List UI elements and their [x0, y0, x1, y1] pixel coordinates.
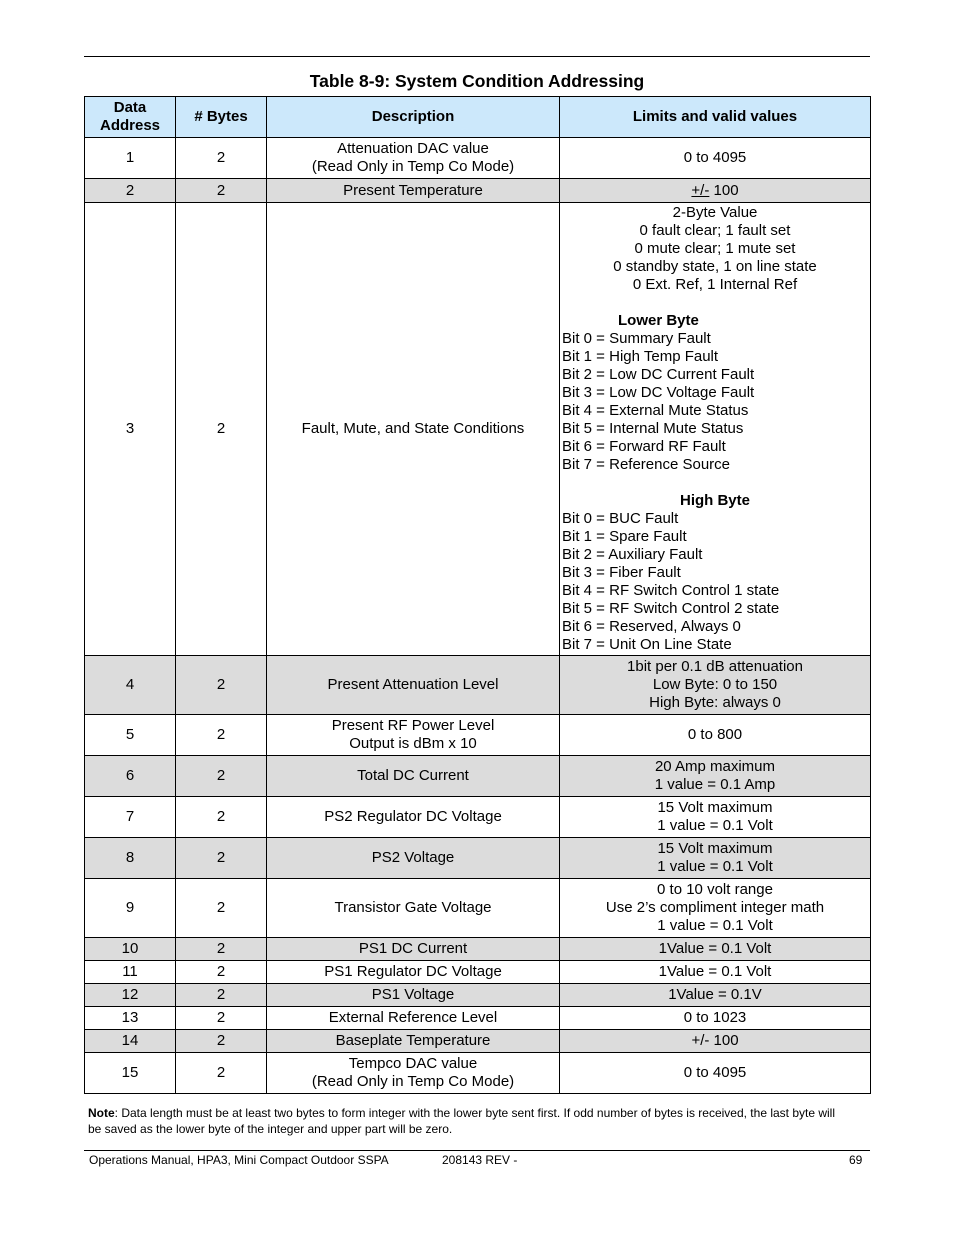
table-row [85, 797, 871, 838]
limits-line: High Byte: always 0 [649, 694, 781, 711]
description-line: PS2 Regulator DC Voltage [324, 808, 502, 825]
cell-data-address [85, 756, 176, 797]
top-rule [84, 56, 870, 57]
cell-bytes [176, 203, 267, 656]
limits-line: 0 standby state, 1 on line state [613, 258, 817, 275]
table-row [85, 1007, 871, 1030]
high-byte-bit: Bit 5 = RF Switch Control 2 state [562, 600, 780, 617]
table-row [85, 756, 871, 797]
bottom-rule [84, 1150, 870, 1151]
table-row [85, 1030, 871, 1053]
limits-line: 0 fault clear; 1 fault set [639, 222, 791, 239]
cell-limits [560, 1007, 871, 1030]
cell-limits [560, 838, 871, 879]
address-value: 3 [125, 420, 135, 437]
address-value: 11 [122, 963, 138, 980]
description-line: Present Temperature [343, 181, 483, 199]
header-row [85, 97, 871, 138]
cell-limits [560, 1053, 871, 1094]
limits-line: 1 value = 0.1 Volt [657, 858, 773, 875]
lower-byte-heading: Lower Byte [618, 312, 699, 329]
cell-limits [560, 203, 871, 656]
address-value: 5 [125, 726, 135, 743]
cell-limits [560, 1030, 871, 1053]
table-row [85, 203, 871, 656]
cell-data-address [85, 838, 176, 879]
table-row [85, 984, 871, 1007]
header-data-address: Data Address [85, 97, 176, 138]
table-row [85, 179, 871, 203]
limits-line: Use 2’s compliment integer math [605, 899, 825, 916]
lower-byte-bit: Bit 3 = Low DC Voltage Fault [562, 384, 755, 401]
cell-limits [560, 984, 871, 1007]
cell-bytes [176, 1007, 267, 1030]
limits-line: 15 Volt maximum [657, 799, 773, 816]
cell-bytes [176, 179, 267, 203]
bytes-value: 2 [216, 149, 226, 166]
lower-byte-bit: Bit 6 = Forward RF Fault [562, 438, 726, 455]
limits-line: 0 mute clear; 1 mute set [634, 240, 796, 257]
cell-description [267, 984, 560, 1007]
note-label: Note [88, 1106, 115, 1120]
table-row [85, 938, 871, 961]
note-text: : Data length must be at least two bytes to form integer with the lower byte sent first. If odd number of bytes is received, the last byte will be saved as the lower byte of the integer and upper part will be zero. [88, 1106, 836, 1136]
bytes-value: 2 [216, 940, 226, 957]
cell-description [267, 1053, 560, 1094]
cell-data-address [85, 938, 176, 961]
address-value: 14 [121, 1032, 139, 1049]
limits-line: 15 Volt maximum [657, 840, 773, 857]
cell-description [267, 179, 560, 203]
cell-bytes [176, 1030, 267, 1053]
cell-description [267, 1007, 560, 1030]
lower-byte-bit: Bit 7 = Reference Source [562, 456, 731, 473]
description-line: Output is dBm x 10 [349, 735, 477, 752]
cell-description [267, 138, 560, 179]
limits-line: 2-Byte Value [672, 204, 758, 221]
address-value: 15 [121, 1064, 139, 1081]
cell-bytes [176, 879, 267, 938]
bytes-value: 2 [216, 1064, 226, 1081]
bytes-value: 2 [216, 808, 226, 825]
note [88, 1105, 848, 1137]
footer-manual: Operations Manual, HPA3, Mini Compact Outdoor SSPA [89, 1153, 389, 1167]
limits-line: 1bit per 0.1 dB attenuation [627, 658, 803, 675]
high-byte-bit: Bit 1 = Spare Fault [562, 528, 687, 545]
cell-bytes [176, 1053, 267, 1094]
limits-line: 1Value = 0.1 Volt [658, 963, 772, 980]
limits-line: 1 value = 0.1 Volt [657, 817, 773, 834]
cell-limits [560, 715, 871, 756]
high-byte-bit: Bit 4 = RF Switch Control 1 state [562, 582, 780, 599]
address-value: 8 [125, 849, 135, 866]
cell-data-address [85, 179, 176, 203]
cell-bytes [176, 656, 267, 715]
lower-byte-bit: Bit 0 = Summary Fault [562, 330, 711, 347]
bytes-value: 2 [216, 767, 226, 784]
high-byte-bit: Bit 0 = BUC Fault [562, 510, 679, 527]
description-line: Present RF Power Level [331, 717, 495, 734]
limits-line: 0 Ext. Ref, 1 Internal Ref [632, 276, 798, 293]
cell-data-address [85, 656, 176, 715]
description-line: Transistor Gate Voltage [334, 899, 492, 916]
description-line: Attenuation DAC value [337, 140, 489, 157]
limits-line: 1 value = 0.1 Volt [657, 917, 773, 934]
cell-bytes [176, 138, 267, 179]
header-description: Description [267, 97, 560, 138]
cell-limits [560, 879, 871, 938]
limits-line: 0 to 1023 [683, 1009, 747, 1026]
cell-data-address [85, 879, 176, 938]
description-line: Baseplate Temperature [335, 1032, 491, 1049]
description-line: PS2 Voltage [371, 849, 455, 866]
table-row [85, 656, 871, 715]
bytes-value: 2 [216, 899, 226, 916]
limits-line: +/- 100 [691, 181, 739, 199]
limits-line: 1Value = 0.1V [668, 986, 762, 1003]
lower-byte-bit: Bit 1 = High Temp Fault [562, 348, 719, 365]
footer-page-number: 69 [849, 1153, 863, 1167]
table-title: Table 8-9: System Condition Addressing [309, 71, 645, 91]
description-line: (Read Only in Temp Co Mode) [311, 1073, 515, 1090]
cell-description [267, 797, 560, 838]
high-byte-bit: Bit 6 = Reserved, Always 0 [562, 618, 741, 635]
high-byte-bit: Bit 7 = Unit On Line State [562, 636, 732, 653]
description-line: External Reference Level [328, 1009, 498, 1026]
address-value: 13 [121, 1009, 139, 1026]
limits-line: 0 to 800 [687, 726, 743, 743]
bytes-value: 2 [216, 181, 226, 199]
cell-data-address [85, 797, 176, 838]
cell-limits [560, 797, 871, 838]
cell-data-address [85, 961, 176, 984]
limits-line: 0 to 4095 [683, 1064, 747, 1081]
bytes-value: 2 [216, 1009, 226, 1026]
table-row [85, 879, 871, 938]
cell-bytes [176, 938, 267, 961]
description-line: Present Attenuation Level [327, 676, 499, 693]
cell-limits [560, 938, 871, 961]
address-value: 12 [121, 986, 139, 1003]
table-row [85, 138, 871, 179]
cell-data-address [85, 203, 176, 656]
lower-byte-bit: Bit 4 = External Mute Status [562, 402, 749, 419]
system-condition-table [84, 96, 871, 1094]
description-line: PS1 Regulator DC Voltage [324, 963, 502, 980]
high-byte-bit: Bit 2 = Auxiliary Fault [562, 546, 703, 563]
cell-data-address [85, 984, 176, 1007]
address-value: 10 [121, 940, 139, 957]
header-bytes: # Bytes [176, 97, 267, 138]
limits-line: Low Byte: 0 to 150 [652, 676, 778, 693]
limits-line: 0 to 10 volt range [657, 881, 773, 898]
description-line: (Read Only in Temp Co Mode) [311, 158, 515, 175]
cell-limits [560, 138, 871, 179]
cell-limits [560, 961, 871, 984]
high-byte-heading: High Byte [679, 492, 750, 509]
address-value: 9 [125, 899, 135, 916]
cell-description [267, 203, 560, 656]
table-row [85, 715, 871, 756]
cell-data-address [85, 138, 176, 179]
address-value: 1 [125, 149, 135, 166]
bytes-value: 2 [216, 676, 226, 693]
table-row [85, 838, 871, 879]
footer-revision: 208143 REV - [442, 1153, 518, 1167]
cell-limits [560, 756, 871, 797]
cell-limits [560, 179, 871, 203]
table-row [85, 1053, 871, 1094]
lower-byte-bit: Bit 2 = Low DC Current Fault [562, 366, 755, 383]
limits-line: 1 value = 0.1 Amp [654, 776, 776, 793]
address-value: 7 [125, 808, 135, 825]
lower-byte-bit: Bit 5 = Internal Mute Status [562, 420, 744, 437]
cell-bytes [176, 838, 267, 879]
cell-description [267, 879, 560, 938]
cell-limits [560, 656, 871, 715]
address-value: 6 [125, 767, 135, 784]
cell-data-address [85, 1030, 176, 1053]
limits-line: 20 Amp maximum [654, 758, 776, 775]
cell-description [267, 838, 560, 879]
cell-data-address [85, 1053, 176, 1094]
high-byte-bit: Bit 3 = Fiber Fault [562, 564, 681, 581]
description-line: Tempco DAC value [348, 1055, 478, 1072]
description-line: PS1 DC Current [358, 940, 468, 957]
bytes-value: 2 [216, 963, 226, 980]
cell-bytes [176, 797, 267, 838]
header-limits: Limits and valid values [560, 97, 871, 138]
cell-description [267, 715, 560, 756]
bytes-value: 2 [216, 420, 226, 437]
cell-description [267, 961, 560, 984]
limits-line: +/- 100 [691, 1032, 739, 1049]
description-line: Total DC Current [357, 767, 469, 784]
cell-description [267, 1030, 560, 1053]
cell-data-address [85, 715, 176, 756]
cell-description [267, 656, 560, 715]
address-value: 2 [125, 181, 135, 199]
cell-bytes [176, 984, 267, 1007]
table-row [85, 961, 871, 984]
cell-description [267, 756, 560, 797]
cell-bytes [176, 715, 267, 756]
limits-line: 1Value = 0.1 Volt [658, 940, 772, 957]
cell-description [267, 938, 560, 961]
address-value: 4 [125, 676, 135, 693]
bytes-value: 2 [216, 849, 226, 866]
cell-bytes [176, 756, 267, 797]
description-line: PS1 Voltage [371, 986, 455, 1003]
limits-line: 0 to 4095 [683, 149, 747, 166]
description-line: Fault, Mute, and State Conditions [301, 420, 525, 437]
bytes-value: 2 [216, 986, 226, 1003]
cell-data-address [85, 1007, 176, 1030]
cell-bytes [176, 961, 267, 984]
bytes-value: 2 [216, 1032, 226, 1049]
bytes-value: 2 [216, 726, 226, 743]
